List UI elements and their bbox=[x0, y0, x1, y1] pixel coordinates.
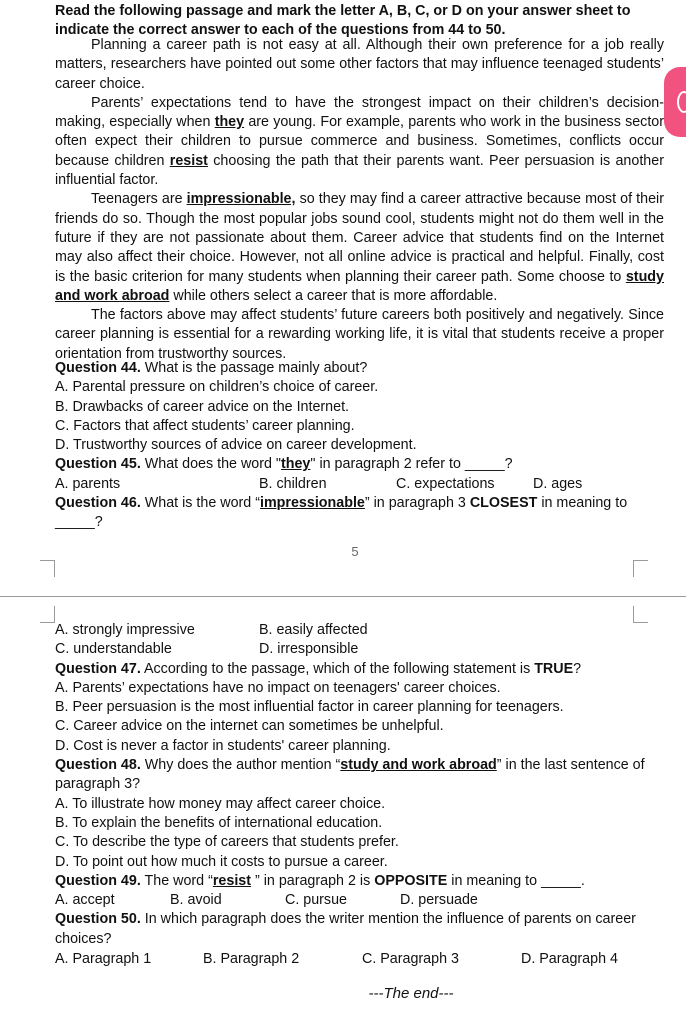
word-resist: resist bbox=[169, 152, 208, 169]
question-50-options bbox=[55, 950, 664, 969]
question-44-option-b: B. Drawbacks of career advice on the Internet. bbox=[55, 398, 350, 415]
question-45-text: " in paragraph 2 refer to _____? bbox=[310, 456, 513, 473]
paragraph-4: The factors above may affect students’ future careers both positively and negatively. Since career planning is essential for a rewarding working life, it is vital that students receive a proper orientation from trustworthy sources. bbox=[55, 307, 664, 362]
side-tab-button[interactable] bbox=[664, 67, 686, 137]
page-corner-mark bbox=[40, 560, 55, 577]
question-50-text: In which paragraph does the writer mention the influence of parents on career bbox=[140, 911, 636, 928]
paragraph-2-text: are young. For example, parents who work in the business sector often expect their children to pursue commerce and business. Sometimes, conflicts occur because children bbox=[55, 114, 665, 169]
question-46-closest: CLOSEST bbox=[469, 495, 538, 512]
question-46-option-a: A. strongly impressive bbox=[55, 622, 195, 638]
question-46-option-d: D. irresponsible bbox=[259, 641, 359, 658]
paragraph-3-text: Teenagers are bbox=[91, 191, 187, 208]
question-47-option-d: D. Cost is never a factor in students' career planning. bbox=[55, 737, 391, 754]
paragraph-2 bbox=[55, 94, 664, 190]
question-45-options bbox=[55, 475, 664, 494]
question-44-label: Question 44. bbox=[55, 360, 141, 376]
question-45-option-b: B. children bbox=[259, 475, 327, 492]
question-49-opposite: OPPOSITE bbox=[374, 872, 448, 889]
question-44-option-c: C. Factors that affect students’ career planning. bbox=[55, 417, 355, 434]
question-49-text: in meaning to _____. bbox=[447, 872, 585, 889]
question-46-options-ab bbox=[55, 621, 664, 640]
paragraph-3-text: while others select a career that is more affordable. bbox=[169, 287, 498, 304]
question-49-word: resist bbox=[212, 872, 252, 889]
question-50-label: Question 50. bbox=[55, 911, 141, 928]
question-45-label: Question 45. bbox=[55, 456, 141, 473]
question-50-line-2: choices? bbox=[55, 930, 112, 947]
question-47-option-a: A. Parents’ expectations have no impact on teenagers' career choices. bbox=[55, 679, 501, 696]
question-46-line-2: _____? bbox=[55, 514, 103, 531]
question-47-true: TRUE bbox=[534, 660, 574, 677]
question-46-text: What is the word “ bbox=[140, 495, 260, 512]
question-44-option-a: A. Parental pressure on children’s choice of career. bbox=[55, 379, 379, 396]
page-corner-mark bbox=[633, 560, 648, 577]
question-50-option-a: A. Paragraph 1 bbox=[55, 951, 152, 968]
question-45-text: What does the word " bbox=[140, 456, 281, 473]
question-47-text: ? bbox=[573, 660, 582, 677]
question-49-label: Question 49. bbox=[55, 872, 141, 889]
question-44-option-d: D. Trustworthy sources of advice on career development. bbox=[55, 437, 417, 454]
question-48-label: Question 48. bbox=[55, 757, 141, 774]
question-49-option-d: D. persuade bbox=[400, 892, 478, 909]
passage bbox=[55, 36, 664, 364]
question-49-text: ” in paragraph 2 is bbox=[251, 872, 375, 889]
question-48-option-c: C. To describe the type of careers that students prefer. bbox=[55, 834, 399, 851]
paragraph-2-text: choosing the path that their parents want. Peer persuasion is another influential factor. bbox=[55, 152, 664, 189]
questions-top bbox=[55, 359, 664, 533]
question-48-text: Why does the author mention “ bbox=[140, 757, 341, 774]
question-48-phrase: study and work abroad bbox=[340, 757, 497, 774]
question-45-option-d: D. ages bbox=[533, 475, 583, 492]
question-45-option-a: A. parents bbox=[55, 475, 121, 492]
question-48-option-b: B. To explain the benefits of international education. bbox=[55, 814, 383, 831]
instructions-line-1: Read the following passage and mark the letter A, B, C, or D on your answer sheet to bbox=[55, 3, 631, 19]
question-49-option-a: A. accept bbox=[55, 892, 115, 909]
question-47-option-c: C. Career advice on the internet can sometimes be unhelpful. bbox=[55, 718, 444, 735]
question-48-line-2: paragraph 3? bbox=[55, 776, 141, 793]
paragraph-3-text: so they may find a career attractive because most of their friends do so. Though the most popular jobs sound cool, students might not do them well in the future if they are not passionate about them. Career advice that students find on the Internet may also affect their choice. However, not all online advice is practical and helpful. Finally, cost is the basic criterion for many students when planning their career path. Some choose to bbox=[55, 191, 664, 285]
instructions-line-2: indicate the correct answer to each of the questions from 44 to 50. bbox=[55, 22, 506, 39]
phrase-study-and-work-abroad: study and work abroad bbox=[55, 268, 664, 304]
question-49-options bbox=[55, 891, 664, 910]
question-46 bbox=[55, 494, 664, 513]
question-50-option-b: B. Paragraph 2 bbox=[203, 951, 300, 968]
question-46-option-b: B. easily affected bbox=[259, 622, 368, 638]
question-49-option-b: B. avoid bbox=[170, 892, 222, 909]
question-46-text: in meaning to bbox=[537, 495, 628, 512]
page-number: 5 bbox=[351, 544, 359, 559]
paragraph-2-text: Parents’ expectations tend to have the strongest impact on their children’s decision-making, especially when bbox=[55, 94, 664, 131]
question-46-options-cd bbox=[55, 640, 664, 659]
question-50 bbox=[55, 910, 664, 929]
question-46-text: ” in paragraph 3 bbox=[364, 495, 470, 512]
question-45-word: they bbox=[280, 456, 311, 473]
question-48 bbox=[55, 756, 664, 775]
question-46-word: impressionable bbox=[260, 495, 365, 512]
word-impressionable: impressionable, bbox=[186, 191, 296, 208]
question-48-text: ” in the last sentence of bbox=[496, 757, 645, 774]
end-marker: ---The end--- bbox=[368, 985, 454, 1002]
question-50-option-d: D. Paragraph 4 bbox=[521, 951, 618, 968]
question-50-option-c: C. Paragraph 3 bbox=[362, 951, 459, 968]
question-47 bbox=[55, 660, 664, 679]
question-45 bbox=[55, 455, 664, 474]
question-49-option-c: C. pursue bbox=[285, 892, 347, 909]
question-48-option-a: A. To illustrate how money may affect career choice. bbox=[55, 795, 386, 812]
question-48-option-d: D. To point out how much it costs to pursue a career. bbox=[55, 853, 388, 870]
question-47-option-b: B. Peer persuasion is the most influential factor in career planning for teenagers. bbox=[55, 699, 564, 716]
instructions bbox=[55, 2, 664, 41]
question-49 bbox=[55, 872, 664, 891]
question-46-option-c: C. understandable bbox=[55, 641, 172, 658]
question-44 bbox=[55, 359, 664, 378]
word-they: they bbox=[214, 114, 245, 131]
paragraph-3 bbox=[55, 190, 664, 306]
question-47-text: According to the passage, which of the following statement is bbox=[140, 660, 535, 677]
question-45-option-c: C. expectations bbox=[396, 475, 495, 492]
question-46-label: Question 46. bbox=[55, 495, 141, 512]
question-44-text: What is the passage mainly about? bbox=[140, 360, 368, 376]
paragraph-1: Planning a career path is not easy at all. Although their own preference for a job really matters, researchers have pointed out some other factors that may influence teenaged students’ career choice. bbox=[55, 37, 664, 92]
question-49-text: The word “ bbox=[140, 872, 213, 889]
page-corner-mark bbox=[40, 606, 55, 623]
question-47-label: Question 47. bbox=[55, 660, 141, 677]
questions-bottom bbox=[55, 621, 664, 969]
page-break-line bbox=[0, 596, 686, 597]
